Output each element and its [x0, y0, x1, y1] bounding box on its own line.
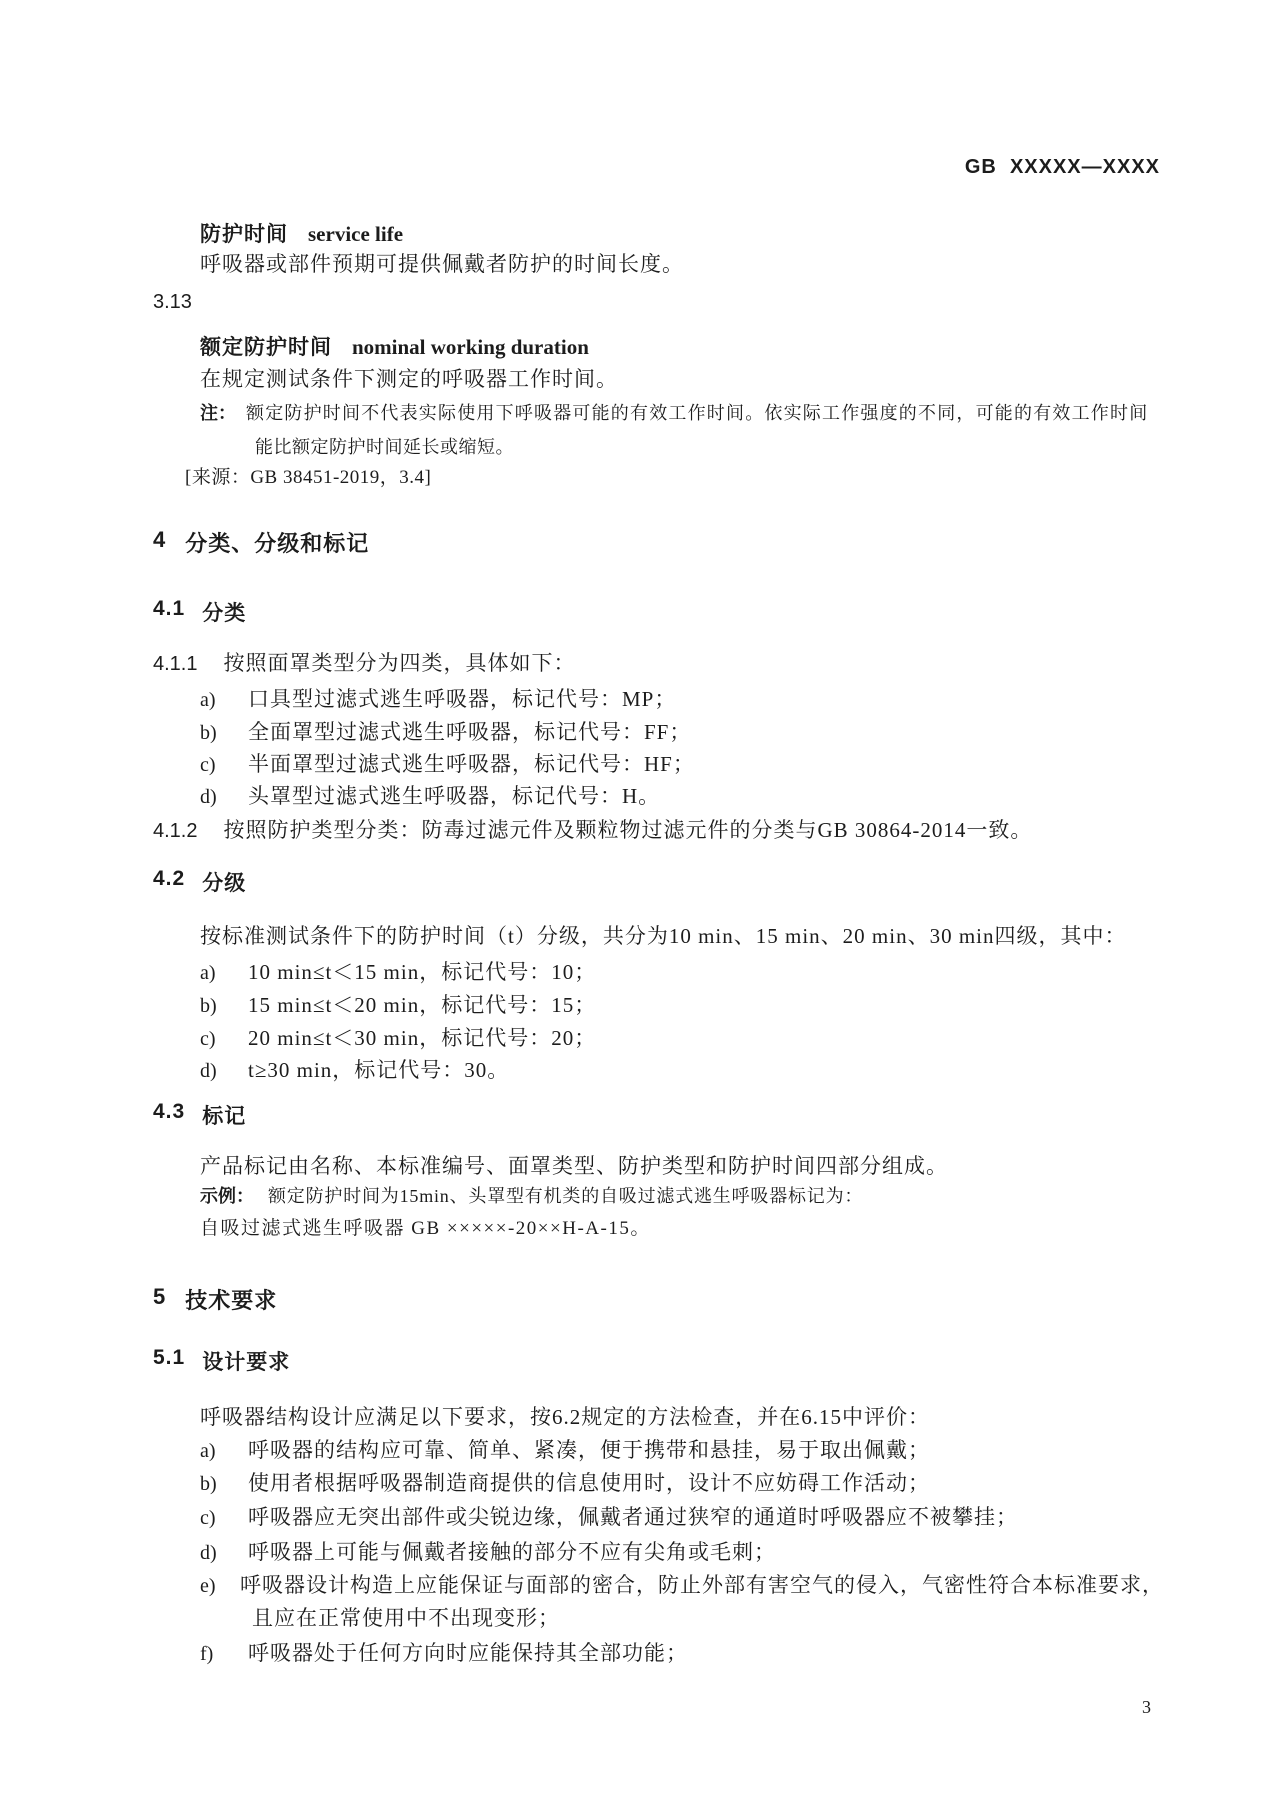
list-item	[200, 748, 695, 778]
list-item-letter: c)	[200, 1028, 216, 1050]
list-item	[200, 1467, 930, 1497]
example-intro: 额定防护时间为15min、头罩型有机类的自吸过滤式逃生呼吸器标记为：	[268, 1186, 864, 1206]
list-item-text: 呼吸器处于任何方向时应能保持其全部功能；	[248, 1641, 688, 1665]
example-text: 自吸过滤式逃生呼吸器 GB ×××××-20××H-A-15。	[200, 1218, 651, 1239]
list-item-letter: d)	[200, 1542, 217, 1564]
list-item-text: 15 min≤t＜20 min，标记代号：15；	[248, 993, 597, 1017]
clause	[153, 647, 575, 677]
list-item-text: 半面罩型过滤式逃生呼吸器，标记代号：HF；	[248, 752, 695, 776]
clause-number: 4.1.1	[153, 653, 198, 675]
section-number: 5	[153, 1284, 167, 1309]
list-item	[200, 683, 676, 713]
list-item-letter: c)	[200, 1507, 216, 1529]
example-label: 示例：	[200, 1186, 254, 1206]
list-item-text: 10 min≤t＜15 min，标记代号：10；	[248, 960, 597, 984]
section-title: 分类、分级和标记	[185, 531, 370, 556]
note-text-line2: 能比额定防护时间延长或缩短。	[255, 437, 514, 457]
term-zh: 防护时间	[200, 223, 288, 246]
list-item	[200, 989, 596, 1019]
clause-text: 按照面罩类型分为四类，具体如下：	[223, 651, 576, 675]
subsection-heading	[153, 1100, 246, 1130]
term-definition: 在规定测试条件下测定的呼吸器工作时间。	[200, 367, 618, 391]
list-item-text: 呼吸器的结构应可靠、简单、紧凑，便于携带和悬挂，易于取出佩戴；	[248, 1438, 930, 1462]
list-item	[200, 1501, 1018, 1531]
list-item-text: 头罩型过滤式逃生呼吸器，标记代号：H。	[248, 784, 661, 808]
list-item-letter: a)	[200, 689, 216, 711]
subsection-number: 4.1	[153, 597, 186, 620]
list-item-text: 呼吸器上可能与佩戴者接触的部分不应有尖角或毛刺；	[248, 1540, 776, 1564]
note-label: 注：	[200, 403, 236, 423]
note-text-line1: 额定防护时间不代表实际使用下呼吸器可能的有效工作时间。依实际工作强度的不同，可能的有效工作时间	[246, 403, 1149, 423]
term-zh: 额定防护时间	[200, 336, 332, 359]
list-item-text: 呼吸器应无突出部件或尖锐边缘，佩戴者通过狭窄的通道时呼吸器应不被攀挂；	[248, 1505, 1018, 1529]
term-heading	[200, 218, 403, 248]
list-item-text-line2: 且应在正常使用中不出现变形；	[252, 1606, 560, 1630]
list-item	[200, 1022, 596, 1052]
list-item	[200, 716, 691, 746]
term-en: nominal working duration	[352, 335, 589, 359]
paragraph: 呼吸器结构设计应满足以下要求，按6.2规定的方法检查，并在6.15中评价：	[200, 1405, 930, 1429]
list-item-text: 20 min≤t＜30 min，标记代号：20；	[248, 1026, 597, 1050]
subsection-heading	[153, 867, 246, 897]
term-number: 3.13	[153, 291, 192, 313]
paragraph: 按标准测试条件下的防护时间（t）分级，共分为10 min、15 min、20 min、30 min四级，其中：	[200, 924, 1127, 948]
page-number: 3	[1142, 1697, 1151, 1717]
clause-text: 按照防护类型分类：防毒过滤元件及颗粒物过滤元件的分类与GB 30864-2014一致。	[223, 818, 1033, 842]
subsection-title: 分级	[202, 872, 247, 895]
list-item	[200, 1054, 509, 1084]
section-title: 技术要求	[185, 1288, 278, 1313]
list-item-letter: b)	[200, 1473, 217, 1495]
list-item-letter: e)	[200, 1575, 216, 1597]
list-item-text: 使用者根据呼吸器制造商提供的信息使用时，设计不应妨碍工作活动；	[248, 1471, 930, 1495]
list-item-letter: d)	[200, 1060, 217, 1082]
subsection-number: 5.1	[153, 1346, 186, 1369]
list-item-letter: c)	[200, 754, 216, 776]
paragraph: 产品标记由名称、本标准编号、面罩类型、防护类型和防护时间四部分组成。	[200, 1154, 948, 1178]
subsection-heading	[153, 597, 246, 627]
section-heading	[153, 1284, 277, 1315]
doc-code-header: GB XXXXX—XXXX	[964, 156, 1160, 178]
list-item-text: 全面罩型过滤式逃生呼吸器，标记代号：FF；	[248, 720, 692, 744]
section-heading	[153, 527, 369, 558]
list-item-text-line1: 呼吸器设计构造上应能保证与面部的密合，防止外部有害空气的侵入，气密性符合本标准要求，	[240, 1573, 1164, 1597]
list-item	[200, 1637, 688, 1667]
note	[200, 399, 1148, 425]
subsection-heading	[153, 1346, 290, 1376]
list-item	[200, 956, 596, 986]
example	[200, 1182, 863, 1208]
term-definition: 呼吸器或部件预期可提供佩戴者防护的时间长度。	[200, 252, 684, 276]
list-item	[200, 1569, 1164, 1599]
subsection-title: 标记	[202, 1105, 247, 1128]
list-item-text: 口具型过滤式逃生呼吸器，标记代号：MP；	[248, 687, 677, 711]
list-item-text: t≥30 min，标记代号：30。	[248, 1058, 510, 1082]
list-item	[200, 1434, 930, 1464]
section-number: 4	[153, 527, 167, 552]
subsection-title: 分类	[202, 602, 247, 625]
subsection-number: 4.2	[153, 867, 186, 890]
subsection-title: 设计要求	[202, 1351, 291, 1374]
term-en: service life	[308, 222, 404, 246]
list-item-letter: a)	[200, 1440, 216, 1462]
clause	[153, 814, 1032, 844]
list-item-letter: a)	[200, 962, 216, 984]
subsection-number: 4.3	[153, 1100, 186, 1123]
term-heading	[200, 331, 589, 361]
clause-number: 4.1.2	[153, 820, 198, 842]
list-item-letter: f)	[200, 1643, 214, 1665]
source-reference: [来源：GB 38451-2019，3.4]	[185, 467, 432, 488]
list-item-letter: b)	[200, 995, 217, 1017]
list-item	[200, 780, 660, 810]
list-item	[200, 1536, 776, 1566]
list-item-letter: d)	[200, 786, 217, 808]
list-item-letter: b)	[200, 722, 217, 744]
